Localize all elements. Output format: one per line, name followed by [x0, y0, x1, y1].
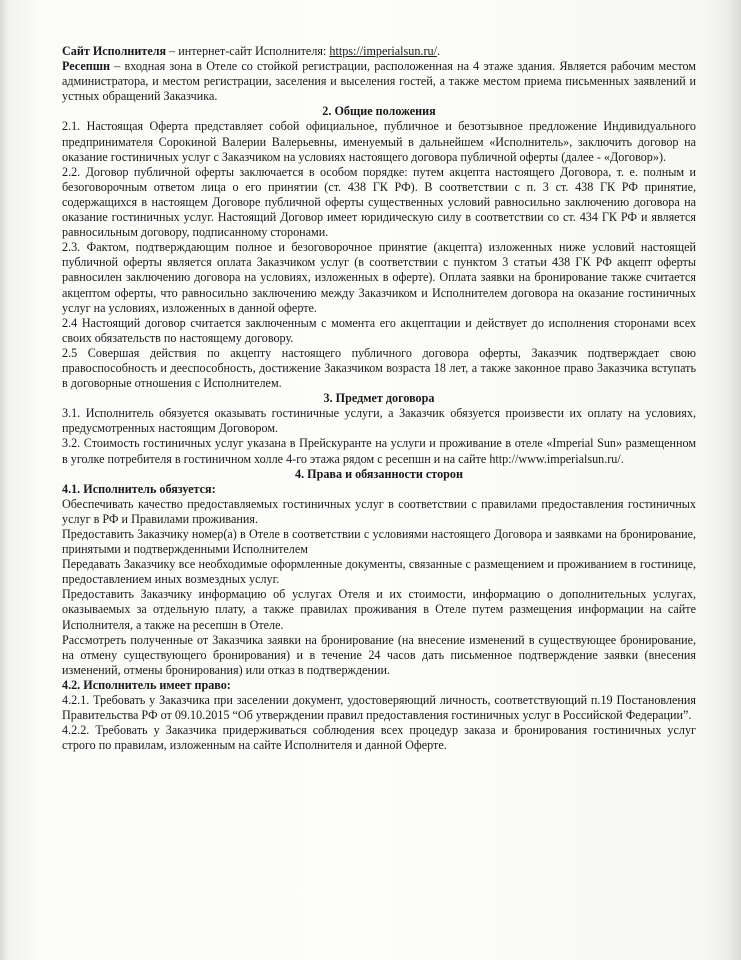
obligation-item: Обеспечивать качество предоставляемых гостиничных услуг в соответствии с правилами предоставления гостиничных услуг в РФ и Правилами проживания. — [62, 496, 696, 526]
section-2-heading: 2. Общие положения — [322, 104, 436, 119]
obligation-item: Предоставить Заказчику информацию об услугах Отеля и их стоимости, информацию о дополнительных услугах, оказываемых за отдельную плату, а также правилах проживания в Отеле путем размещения информации на сайте Исполнителя, а также на ресепшн в Отеле. — [62, 587, 696, 632]
section-4-heading: 4. Права и обязанности сторон — [295, 466, 463, 481]
clause-2-2: 2.2. Договор публичной оферты заключается в особом порядке: путем акцепта настоящего Договора, т. е. полным и безоговорочным ответом лица о его принятии (ст. 438 ГК РФ). В соответствии с п. 3 ст. 438 ГК РФ принятие, содержащихся в настоящем Договоре публичной оферты существенных условий равносильно заключению договора на оказание гостиничных услуг. Настоящий Договор имеет юридическую силу в соответствии со ст. 434 ГК РФ и является равносильным договору, подписанному сторонами. — [62, 164, 696, 240]
obligation-item: Передавать Заказчику все необходимые оформленные документы, связанные с размещением и проживанием в гостинице, предоставлением иных возмездных услуг. — [62, 557, 696, 587]
clause-3-2: 3.2. Стоимость гостиничных услуг указана в Прейскуранте на услуги и проживание в отеле «Imperial Sun» размещенном в уголке потребителя в гостиничном холле 4-го этажа рядом с ресепшн и на сайте http://www.imperialsun.ru/. — [62, 436, 696, 466]
section-3-heading: 3. Предмет договора — [323, 391, 435, 406]
definition-reception: Ресепшн – входная зона в Отеле со стойкой регистрации, расположенная на 4 этаже здания. Является рабочим местом администратора, и местом регистрации, заселения и выселения гостей, а также местом приема письменных заявлений и устных обращений Заказчика. — [62, 59, 696, 104]
definition-site: Сайт Исполнителя – интернет-сайт Исполнителя: https://imperialsun.ru/. — [62, 44, 440, 58]
obligation-item: Предоставить Заказчику номер(а) в Отеле в соответствии с условиями настоящего Договора и заявками на бронирование, принятыми и подтвержденными Исполнителем — [62, 527, 696, 557]
obligation-item: Рассмотреть полученные от Заказчика заявки на бронирование (на внесение изменений в существующее бронирование, на отмену существующего бронирования) и в течение 24 часов дать письменное подтверждение заявки (внесения изменений, отмены бронирования) или отказ в подтверждении. — [62, 632, 696, 677]
clause-2-5: 2.5 Совершая действия по акцепту настоящего публичного договора оферты, Заказчик подтверждает свою правоспособность и дееспособность, достижение Заказчиком возраста 18 лет, а также законное право Заказчика вступать в договорные отношения с Исполнителем. — [62, 345, 696, 391]
scan-shadow-right — [727, 0, 741, 960]
clause-2-3: 2.3. Фактом, подтверждающим полное и безоговорочное принятие (акцепта) изложенных ниже условий настоящей публичной оферты является оплата Заказчиком услуг (в соответствии с пунктом 3 статьи 438 ГК РФ акцепт оферты равносилен заключению договора на условиях, изложенных в оферте). Оплата заявки на бронирование также считается акцептом оферты, что равносильно заключению между Заказчиком и Исполнителем договора на оказание гостиничных услуг на условиях, изложенных в данной оферте. — [62, 240, 696, 315]
site-link[interactable]: https://imperialsun.ru/ — [329, 44, 437, 58]
clause-2-1: 2.1. Настоящая Оферта представляет собой официальное, публичное и безотзывное предложение Индивидуального предпринимателя Сорокиной Валерии Валерьевны, именуемый в дальнейшем «Исполнитель», заключить договор на оказание гостиничных услуг с Заказчиком на условиях настоящего договора публичной оферты (далее - «Договор»). — [62, 119, 696, 164]
clause-3-1: 3.1. Исполнитель обязуется оказывать гостиничные услуги, а Заказчик обязуется произвести их оплату на условиях, предусмотренных настоящим Договором. — [62, 406, 696, 436]
document-body — [62, 44, 696, 753]
clause-2-4: 2.4 Настоящий договор считается заключенным с момента его акцептации и действует до исполнения сторонами всех своих обязательств по настоящему договору. — [62, 315, 696, 345]
subsection-4-1-heading: 4.1. Исполнитель обязуется: — [62, 481, 216, 496]
term-reception: Ресепшн — [62, 59, 110, 74]
clause-4-2-2: 4.2.2. Требовать у Заказчика придерживаться соблюдения всех процедур заказа и бронирования гостиничных услуг строго по правилам, изложенным на сайте Исполнителя и данной Оферте. — [62, 723, 696, 753]
clause-4-2-1: 4.2.1. Требовать у Заказчика при заселении документ, удостоверяющий личность, соответствующий п.19 Постановления Правительства РФ от 09.10.2015 “Об утверждении правил предоставления гостиничных услуг в Российской Федерации”. — [62, 693, 696, 723]
subsection-4-2-heading: 4.2. Исполнитель имеет право: — [62, 677, 231, 692]
scan-shadow-left — [0, 0, 8, 960]
term-site: Сайт Исполнителя — [62, 44, 167, 58]
